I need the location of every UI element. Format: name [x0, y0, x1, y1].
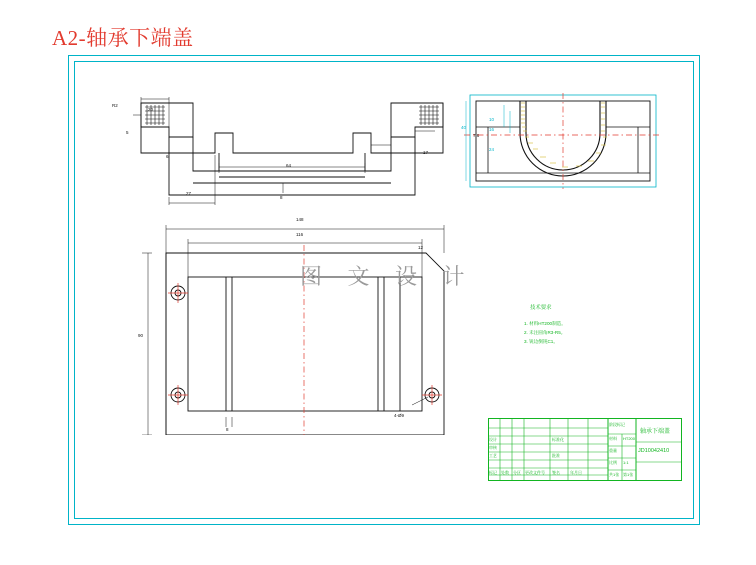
top-view-geometry — [123, 85, 483, 225]
tb-sheet-label: 共1张 — [609, 472, 620, 477]
watermark: 图 文 设 计 — [300, 264, 475, 289]
notes-item-2: 2. 未注圆角R3-R5。 — [524, 330, 566, 335]
tb-row-2-approve: 批准 — [552, 453, 560, 458]
dim-top-d1: 20 — [148, 107, 154, 112]
dim-front-f2: 116 — [296, 232, 304, 237]
dim-front-f1: 148 — [296, 217, 304, 222]
tb-col-0: 标记 — [489, 470, 497, 475]
dim-front-f3: 90 — [138, 333, 144, 338]
tb-col-3: 更改文件号 — [525, 470, 545, 475]
tb-col-2: 分区 — [513, 470, 521, 475]
dim-top-d5: 64 — [286, 163, 292, 168]
notes-item-3: 3. 锐边倒钝C1。 — [524, 339, 558, 344]
dim-section-s1: 40 — [461, 125, 467, 130]
dim-front-f4: 8 — [226, 427, 229, 432]
tb-col-5: 年月日 — [570, 470, 582, 475]
tb-scale-value: 1:1 — [623, 460, 629, 465]
tb-scale-label: 比例 — [609, 460, 617, 465]
page-title: A2-轴承下端盖 — [52, 26, 194, 50]
tb-col-4: 签名 — [552, 470, 560, 475]
front-view-geometry — [96, 205, 476, 435]
dim-top-d3: 6 — [166, 154, 169, 159]
section-view-geometry — [458, 87, 668, 197]
tb-row-0-standard: 标准化 — [552, 437, 564, 442]
dim-front-f6: 12 — [418, 245, 424, 250]
notes-heading: 技术要求 — [530, 305, 552, 311]
dim-front-f5: 4-Ø9 — [394, 413, 405, 418]
dim-section-s4: 16 — [489, 127, 495, 132]
dim-top-d7: 7.6 — [473, 133, 480, 138]
tb-material-label: 材料 — [609, 436, 617, 441]
tb-row-1-review: 审核 — [489, 445, 497, 450]
tb-row-0-design: 设计 — [489, 437, 497, 442]
drawing-canvas — [68, 55, 700, 525]
dim-top-d9: R2 — [112, 103, 118, 108]
tb-sheet-value: 第1张 — [623, 472, 634, 477]
notes-item-1: 1. 材料HT200制造。 — [524, 321, 566, 326]
tb-drawing-no: JD10042410 — [638, 448, 670, 454]
tb-mass-label: 重量 — [609, 448, 617, 453]
title-block — [488, 418, 682, 481]
dim-section-s3: 10 — [489, 117, 495, 122]
dim-top-d4: 27 — [186, 191, 192, 196]
dim-section-s2: 24 — [489, 147, 495, 152]
dim-top-d8: 8 — [280, 195, 283, 200]
tb-stage-label: 阶段标记 — [609, 422, 625, 427]
tb-material-value: HT200 — [623, 436, 636, 441]
tb-row-2-process: 工艺 — [489, 453, 497, 458]
tb-part-name: 轴承下端盖 — [640, 429, 671, 435]
dim-top-d6: 17 — [423, 150, 429, 155]
dim-top-d2: 5 — [126, 130, 129, 135]
tb-col-1: 处数 — [501, 470, 509, 475]
